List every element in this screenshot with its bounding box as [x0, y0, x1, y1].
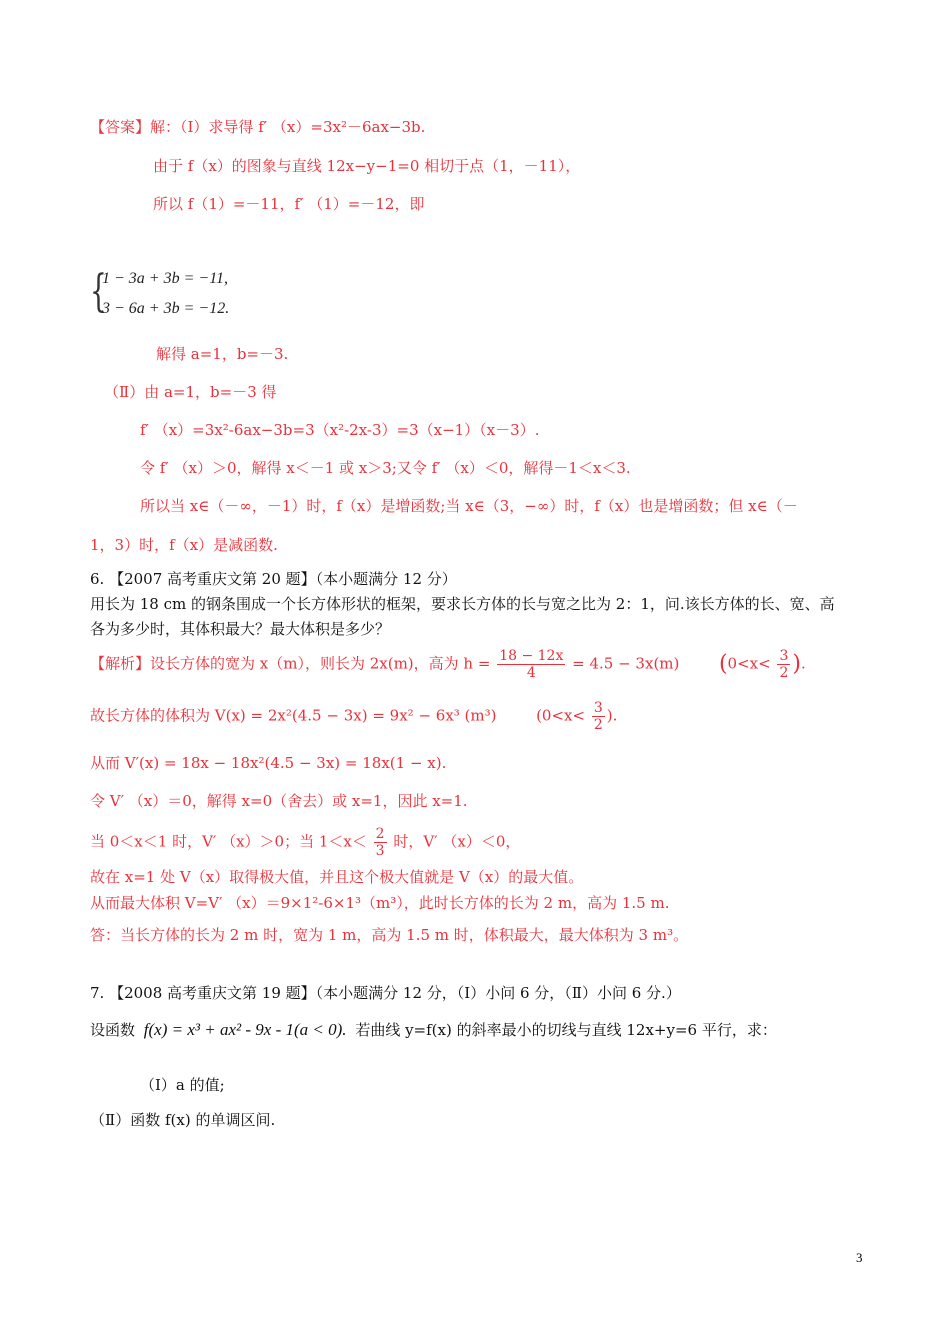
q6-solution-line-6: 故在 x=1 处 V（x）取得极大值，并且这个极大值就是 V（x）的最大值。 [90, 868, 584, 886]
answer-line-8: 所以当 x∈（－∞，－1）时，f（x）是增函数;当 x∈（3，−∞）时，f（x）也是增函数；但 x∈（－ [140, 497, 798, 515]
answer-line-3: 所以 f（1）=－11，f′ （1）=－12，即 [153, 195, 425, 213]
interval-fraction-denominator: 3 [375, 843, 385, 859]
domain-fraction-2 [592, 700, 605, 733]
q6-title: 6. 【2007 高考重庆文第 20 题】（本小题满分 12 分） [90, 570, 457, 588]
page-number: 3 [856, 1250, 863, 1265]
solution-1-text: 【解析】设长方体的宽为 x（m），则长为 2x(m)，高为 h = [90, 654, 491, 673]
q6-solution-line-4: 令 V′ （x）＝0，解得 x=0（舍去）或 x=1，因此 x=1. [90, 792, 468, 810]
q7-text-1 [90, 1020, 777, 1040]
q6-solution-line-7: 从而最大体积 V=V′ （x）＝9×1²-6×1³（m³），此时长方体的长为 2 m，高为 1.5 m. [90, 894, 670, 912]
domain-fraction-1-numerator: 3 [779, 648, 789, 664]
solution-2-domain: (0<x< [536, 706, 586, 725]
answer-line-7: 令 f′ （x）＞0，解得 x＜－1 或 x＞3;又令 f′ （x）＜0，解得－1＜x＜3. [140, 459, 631, 477]
solution-5-text: 当 0＜x＜1 时，V′ （x）＞0；当 1＜x＜ [90, 832, 367, 851]
q6-text-2: 各为多少时，其体积最大？最大体积是多少？ [90, 620, 391, 638]
brace-symbol: { [90, 266, 107, 317]
q7-part-1: （Ⅰ）a 的值; [140, 1076, 225, 1094]
q7-text-suffix: 若曲线 y=f(x) 的斜率最小的切线与直线 12x+y=6 平行，求： [355, 1021, 777, 1039]
solution-1-domain: 0<x< [727, 654, 771, 673]
q6-answer: 答：当长方体的长为 2 m 时，宽为 1 m，高为 1.5 m 时，体积最大，最大体积为 3 m³。 [90, 926, 689, 944]
domain-fraction-2-denominator: 2 [593, 717, 603, 733]
equation-row-2: 3 − 6a + 3b = −12. [102, 300, 230, 317]
answer-line-2: 由于 f（x）的图象与直线 12x−y−1=0 相切于点（1，－11）， [153, 157, 581, 175]
domain-fraction-1 [777, 648, 790, 681]
answer-line-4: 解得 a=1，b=－3. [156, 345, 289, 363]
answer-line-1: 【答案】解：（Ⅰ）求导得 f′ （x）=3x²－6ax−3b. [90, 118, 426, 136]
solution-2-text: 故长方体的体积为 V(x) = 2x²(4.5 − 3x) = 9x² − 6x³ (m³) [90, 706, 497, 725]
answer-line-6: f′ （x）=3x²-6ax−3b=3（x²-2x-3）=3（x−1）（x－3）. [140, 421, 540, 439]
solution-1-height: = 4.5 − 3x(m) [572, 654, 680, 673]
answer-line-5: （Ⅱ）由 a=1，b=－3 得 [104, 383, 277, 401]
equation-row-1: 1 − 3a + 3b = −11, [102, 270, 228, 287]
height-fraction-denominator: 4 [526, 665, 536, 681]
q6-solution-line-5 [90, 826, 520, 859]
q6-solution-line-2 [90, 700, 617, 733]
solution-2-close: ). [606, 706, 618, 725]
q7-part-2: （Ⅱ）函数 f(x) 的单调区间. [90, 1111, 276, 1129]
answer-line-9: 1，3）时，f（x）是减函数. [90, 536, 278, 554]
q7-function-formula: f(x) = x³ + ax² - 9x - 1(a < 0). [143, 1020, 347, 1039]
q7-text-prefix: 设函数 [90, 1021, 136, 1039]
q7-title: 7. 【2008 高考重庆文第 19 题】（本小题满分 12 分，（Ⅰ）小问 6 分，（Ⅱ）小问 6 分.） [90, 984, 681, 1002]
q6-solution-line-1: 【解析】设长方体的宽为 x（m），则长为 2x(m)，高为 h = $\frac{18 - 12x}{4}$ = 4.5 − 3x(m) (0<x< $\frac{3}{2}$ ). [90, 648, 806, 681]
interval-fraction [374, 826, 387, 859]
q6-solution-line-3: 从而 V′(x) = 18x − 18x²(4.5 − 3x) = 18x(1 − x). [90, 754, 447, 772]
height-fraction-numerator: 18 − 12x [499, 648, 564, 664]
domain-fraction-2-numerator: 3 [593, 700, 603, 716]
interval-fraction-numerator: 2 [375, 826, 385, 842]
solution-5-text-b: 时，V′ （x）＜0， [393, 832, 521, 851]
height-fraction [497, 648, 565, 681]
domain-fraction-1-denominator: 2 [779, 665, 789, 681]
q6-text-1: 用长为 18 cm 的钢条围成一个长方体形状的框架，要求长方体的长与宽之比为 2：1，问.该长方体的长、宽、高 [90, 595, 835, 613]
